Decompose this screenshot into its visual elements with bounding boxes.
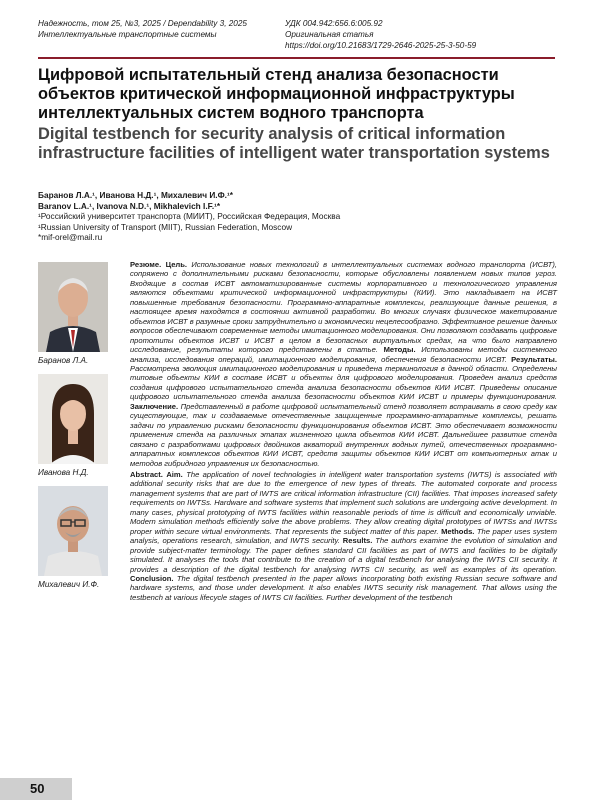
abstract-english xyxy=(130,470,557,602)
journal-section: Интеллектуальные транспортные системы xyxy=(38,30,217,39)
conclusion-text: The digital testbench presented in the paper allows incorporating both existing Russian secure software and hardware systems, and those under development. It also enables IWTS security risk management. That allows using the testbench at various lifecycle stages of IWTS CII facilities. Further development of the testbench xyxy=(130,573,557,602)
portrait-baranov xyxy=(38,262,108,352)
heading-results: Результаты. xyxy=(511,354,557,364)
results-text: The authors examine the evolution of simulation and provide subject-matter terminology. The paper defines standard CII facilities as part of IWTS and facilities to be digitally simulated. It analyses the tools that contribute to the creation of a digital testbench for analysing the IWTS CII security. It provides a description of the digital testbench for analysing IWTS CII security, as well as examples of its operation. xyxy=(130,536,557,574)
article-meta xyxy=(285,18,476,51)
conclusion-text: Представленный в работе цифровой испытательный стенд позволяет встраивать в свою среду как существующие, так и создаваемые отечественные защищенные программно-аппаратные комплексы, решать задачи по управлению рисками безопасности функционирования объектов ИСВТ. Это обеспечивает возможности применения стенда на различных этапах жизненного цикла объектов КИИ ИСВТ. Дальнейшее развитие стенда связано с разработками цифровых двойников акваторий внутренних водных путей, отечественных программно-аппаратных комплексов объектов КИИ ИСВТ, средств защиты объектов КИИ ИСВТ от компьютерных атак и методов гибридного управления их безопасностью. xyxy=(130,401,557,468)
article-type: Оригинальная статья xyxy=(285,30,374,39)
abstract xyxy=(130,260,557,602)
udc-code: УДК 004.942:656.6:005.92 xyxy=(285,19,383,28)
methods-text: Использованы методы системного анализа, исследования операций, имитационного моделирования, обеспечения безопасности ИСВТ. xyxy=(130,345,557,364)
authors-en: Baranov L.A.¹, Ivanova N.D.¹, Mikhalevich I.F.¹* xyxy=(38,200,221,211)
photo-caption: Иванова Н.Д. xyxy=(38,468,89,477)
aim-text: Использование новых технологий в интеллектуальных системах водного транспорта (ИСВТ), сопряжено с дополнительными рисками безопасности, которые обусловлены появлением новых типов угроз. Входящие в состав ИСВТ автоматизированные системы корпоративного и технологического управления являются объектами критической информационной инфраструктуры (КИИ). Это накладывает на ИСВТ повышенные требования безопасности. Программно-аппаратные комплексы, реализующие данные решения, в настоящее время находятся в состоянии активной разработки. Во многих случаях физическое макетирование объектов ИСВТ в разумные сроки затруднительно и экономически нецелесообразно. Эффективное решение данных вопросов обеспечивают современные методы имитационного моделирования. Они позволяют создавать цифровые прототипы объектов ИСВТ и ИСВТ в целом в безопасных виртуальных средах, на что было направлено исследование, результаты которого представлены в статье. xyxy=(130,260,557,355)
methods-text: The paper uses system analysis, operations research, simulation, and IWTS security. xyxy=(130,526,557,546)
affiliation-ru: ¹Российский университет транспорта (МИИТ), Российская Федерация, Москва xyxy=(38,211,341,221)
author-email[interactable]: *mif-orel@mail.ru xyxy=(38,232,103,242)
photo-caption: Михалевич И.Ф. xyxy=(38,580,100,589)
heading-aim: Цель. xyxy=(165,260,188,269)
page-number: 50 xyxy=(30,781,45,796)
heading-abstract: Abstract. xyxy=(130,469,163,479)
abstract-russian xyxy=(130,260,557,468)
author-photo-ivanova xyxy=(38,374,108,464)
heading-results: Results. xyxy=(342,536,373,546)
header-divider xyxy=(38,57,555,59)
affiliation-en: ¹Russian University of Transport (MIIT), Russian Federation, Moscow xyxy=(38,221,293,232)
heading-abstract: Резюме. xyxy=(130,260,162,269)
heading-aim: Aim. xyxy=(166,469,183,479)
authors-block xyxy=(38,190,558,243)
journal-citation: Надежность, том 25, №3, 2025 / Dependability 3, 2025 xyxy=(38,19,247,28)
heading-conclusion: Conclusion. xyxy=(130,573,174,583)
heading-conclusion: Заключение. xyxy=(130,401,179,411)
portrait-ivanova xyxy=(38,374,108,464)
results-text: Рассмотрена эволюция имитационного моделирования и приведена терминология в данной области. Определены типовые объекты КИИ в составе ИСВТ и объекты для цифрового моделирования. Проведен анализ средств создания цифрового испытательного стенда анализа безопасности объектов КИИ ИСВТ. Приведены описание цифрового испытательного стенда анализа безопасности объектов КИИ ИСВТ и примеры функционирования. xyxy=(130,363,557,402)
author-photo-baranov xyxy=(38,262,108,352)
author-photo-mikhalevich xyxy=(38,486,108,576)
doi-link[interactable]: https://doi.org/10.21683/1729-2646-2025-25-3-50-59 xyxy=(285,41,477,50)
title-english: Digital testbench for security analysis of critical information infrastructure facilities of intelligent water transportation systems xyxy=(38,125,550,162)
journal-header xyxy=(38,18,247,40)
portrait-mikhalevich xyxy=(38,486,108,576)
heading-methods: Методы. xyxy=(383,345,416,355)
title-russian: Цифровой испытательный стенд анализа безопасности объектов критической информационной инфраструктуры интеллектуальных систем водного транспорта xyxy=(38,66,515,122)
authors-ru: Баранов Л.А.¹, Иванова Н.Д.¹, Михалевич И.Ф.¹* xyxy=(38,190,233,200)
aim-text: The application of novel technologies in intelligent water transportation systems (IWTS) is associated with additional security risks that are due to the emergence of new types of threats. The automated corporate and process management systems that are part of IWTS are critical information infrastructure (CII) facilities. That imposes increased safety requirements on IWTSs. Hardware and software systems that implement such solutions are undergoing active development. In many cases, physical prototyping of IWTS facilities within reasonable periods of time is difficult and economically unviable. Modern simulation methods efficiently solve the above problems. They allow creating digital prototypes of IWTSs and IWTSs proper within secure virtual environments. That represents the subject matter of this paper. xyxy=(130,469,557,536)
author-photos xyxy=(38,262,118,598)
heading-methods: Methods. xyxy=(441,526,475,536)
photo-caption: Баранов Л.А. xyxy=(38,356,89,365)
